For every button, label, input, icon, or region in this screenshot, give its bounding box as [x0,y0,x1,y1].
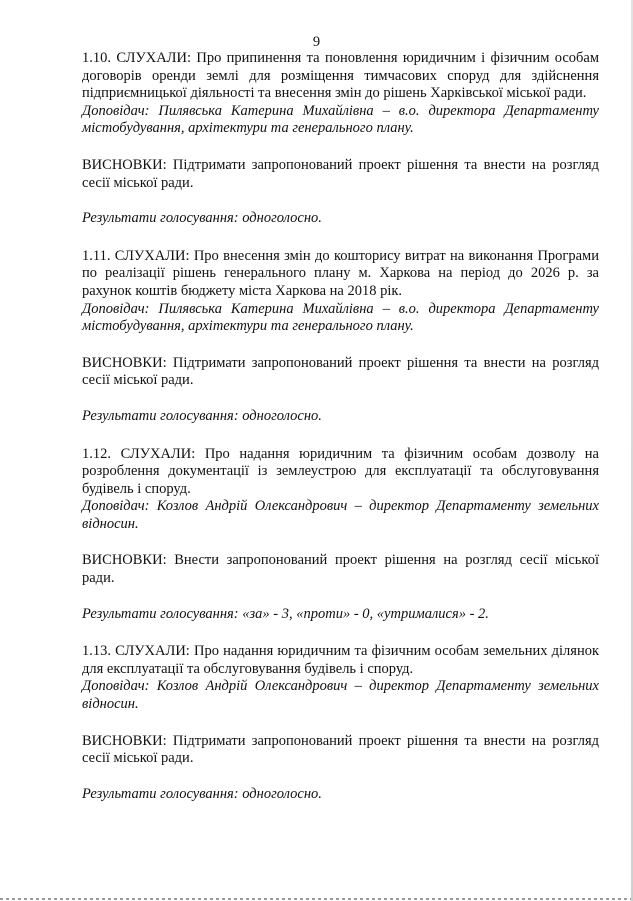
scan-bottom-edge [0,898,633,900]
speaker-text: Доповідач: Пилявська Катерина Михайлівна – в.о. директора Департаменту містобудування, архітектури та генерального плану. [82,300,599,335]
conclusion-text: ВИСНОВКИ: Підтримати запропонований проект рішення та внести на розгляд сесії міської ради. [82,354,599,389]
vote-result-text: Результати голосування: «за» - 3, «проти» - 0, «утрималися» - 2. [82,605,489,622]
speaker-text: Доповідач: Козлов Андрій Олександрович – директор Департаменту земельних відносин. [82,498,599,532]
vote-result-text: Результати голосування: одноголосно. [82,407,322,424]
vote-result-text: Результати голосування: одноголосно. [82,785,322,802]
heard-text: 1.11. СЛУХАЛИ: Про внесення змін до кошторису витрат на виконання Програми по реалізації рішень генерального плану м. Харкова на період до 2026 р. за рахунок коштів бюджету міста Харкова на 2018 рік. [82,247,599,299]
speaker-text: Доповідач: Козлов Андрій Олександрович – директор Департаменту земельних відносин. [82,678,599,713]
heard-text: 1.10. СЛУХАЛИ: Про припинення та поновлення юридичним і фізичним особам договорів оренди землі для розміщення тимчасових споруд для здійснення підприємницької діяльності та внесення змін до рішень Харківської міської ради. [82,50,599,102]
agenda-item-1-12 [82,446,599,624]
conclusion-text: ВИСНОВКИ: Підтримати запропонований проект рішення та внести на розгляд сесії міської ради. [82,732,599,767]
vote-result-text: Результати голосування: одноголосно. [82,210,322,227]
page-number: 9 [312,34,321,50]
heard-text: 1.13. СЛУХАЛИ: Про надання юридичним та фізичним особам земельних ділянок для експлуатації та обслуговування будівель і споруд. [82,643,599,677]
agenda-item-1-11 [82,248,599,426]
agenda-item-1-13 [82,643,599,803]
agenda-item-1-10 [82,50,599,228]
minutes-content [82,50,599,803]
conclusion-text: ВИСНОВКИ: Внести запропонований проект рішення на розгляд сесії міської ради. [82,552,599,587]
speaker-text: Доповідач: Пилявська Катерина Михайлівна – в.о. директора Департаменту містобудування, архітектури та генерального плану. [82,102,599,137]
heard-text: 1.12. СЛУХАЛИ: Про надання юридичним та фізичним особам дозволу на розроблення документації із землеустрою для експлуатації та обслуговування будівель і споруд. [82,445,599,497]
conclusion-text: ВИСНОВКИ: Підтримати запропонований проект рішення та внести на розгляд сесії міської ради. [82,156,599,191]
